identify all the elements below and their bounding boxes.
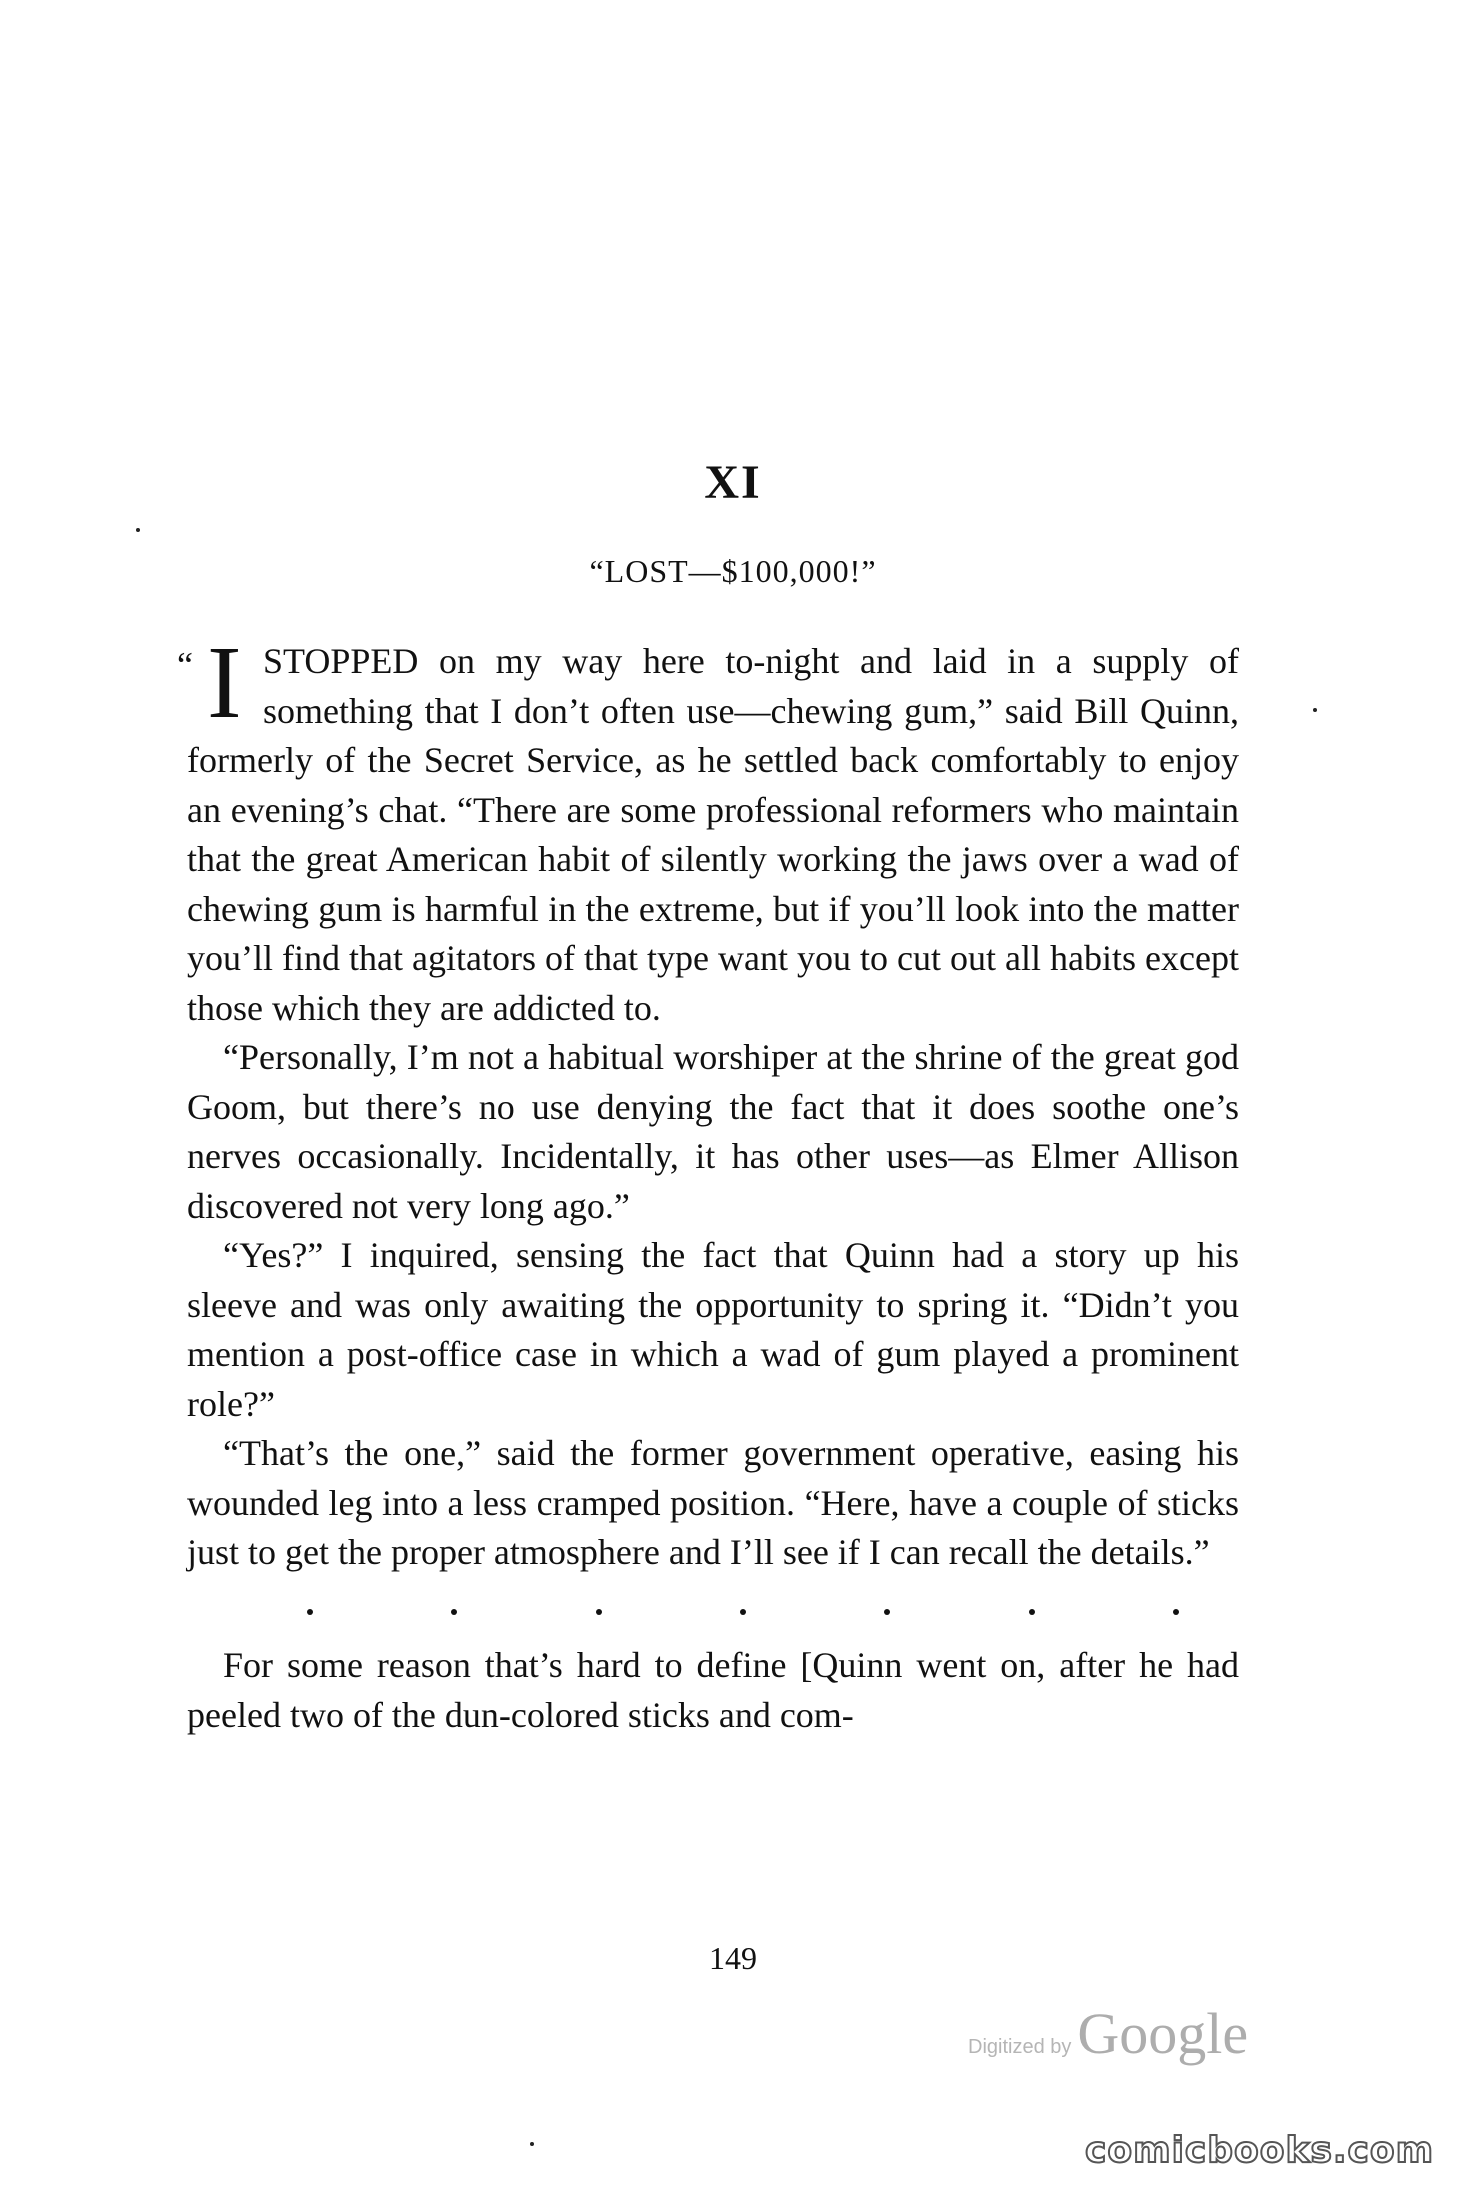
- paragraph-4: “That’s the one,” said the former government operative, easing his wounded leg into a less cramped position. “Here, have a couple of sticks just to get the proper atmosphere and I’ll see if I can recall the details.”: [187, 1433, 1239, 1572]
- dot: [307, 1609, 313, 1615]
- scan-speck: [136, 528, 140, 532]
- digitized-label: Digitized by: [968, 2036, 1072, 2058]
- paragraph-2: “Personally, I’m not a habitual worshiper at the shrine of the great god Goom, but there’s no use denying the fact that it does soothe one’s nerves occasionally. Incidentally, it has other uses—as Elmer Allison discovered not very long ago.”: [187, 1037, 1239, 1226]
- dot: [740, 1609, 746, 1615]
- paragraph-1-text: STOPPED on my way here to-night and laid in a supply of something that I don’t often use—chewing gum,” said Bill Quinn, formerly of the Secret Service, as he settled back comfortably to enjoy an evening’s chat. “There are some professional reformers who maintain that the great American habit of silently working the jaws over a wad of chewing gum is harmful in the extreme, but if you’ll look into the matter you’ll find that agitators of that type want you to cut out all habits except those which they are addicted to.: [187, 641, 1239, 1028]
- paragraph-1: [177, 625, 1239, 1033]
- dot: [884, 1609, 890, 1615]
- digitized-by-google: [968, 2000, 1248, 2067]
- paragraph-5: For some reason that’s hard to define [Quinn went on, after he had peeled two of the dun-colored sticks and com-: [187, 1645, 1239, 1735]
- dot: [596, 1609, 602, 1615]
- paragraph-3: “Yes?” I inquired, sensing the fact that Quinn had a story up his sleeve and was only awaiting the opportunity to spring it. “Didn’t you mention a post-office case in which a wad of gum played a prominent role?”: [187, 1235, 1239, 1424]
- scan-speck: [1313, 708, 1317, 712]
- scan-speck: [530, 2142, 534, 2146]
- dot: [1173, 1609, 1179, 1615]
- section-break-dots: [187, 1588, 1239, 1638]
- chapter-title: “LOST—$100,000!”: [589, 553, 877, 589]
- dot: [1029, 1609, 1035, 1615]
- site-watermark: comicbooks.com: [1085, 2130, 1435, 2171]
- chapter-number: XI: [704, 456, 762, 509]
- google-logo: Google: [1077, 2001, 1249, 2066]
- drop-cap-quote: “: [177, 645, 193, 685]
- body-text: [177, 625, 1239, 1740]
- dot: [451, 1609, 457, 1615]
- page-number: 149: [709, 1940, 757, 1976]
- drop-cap: [177, 625, 253, 740]
- drop-cap-letter: I: [207, 625, 242, 740]
